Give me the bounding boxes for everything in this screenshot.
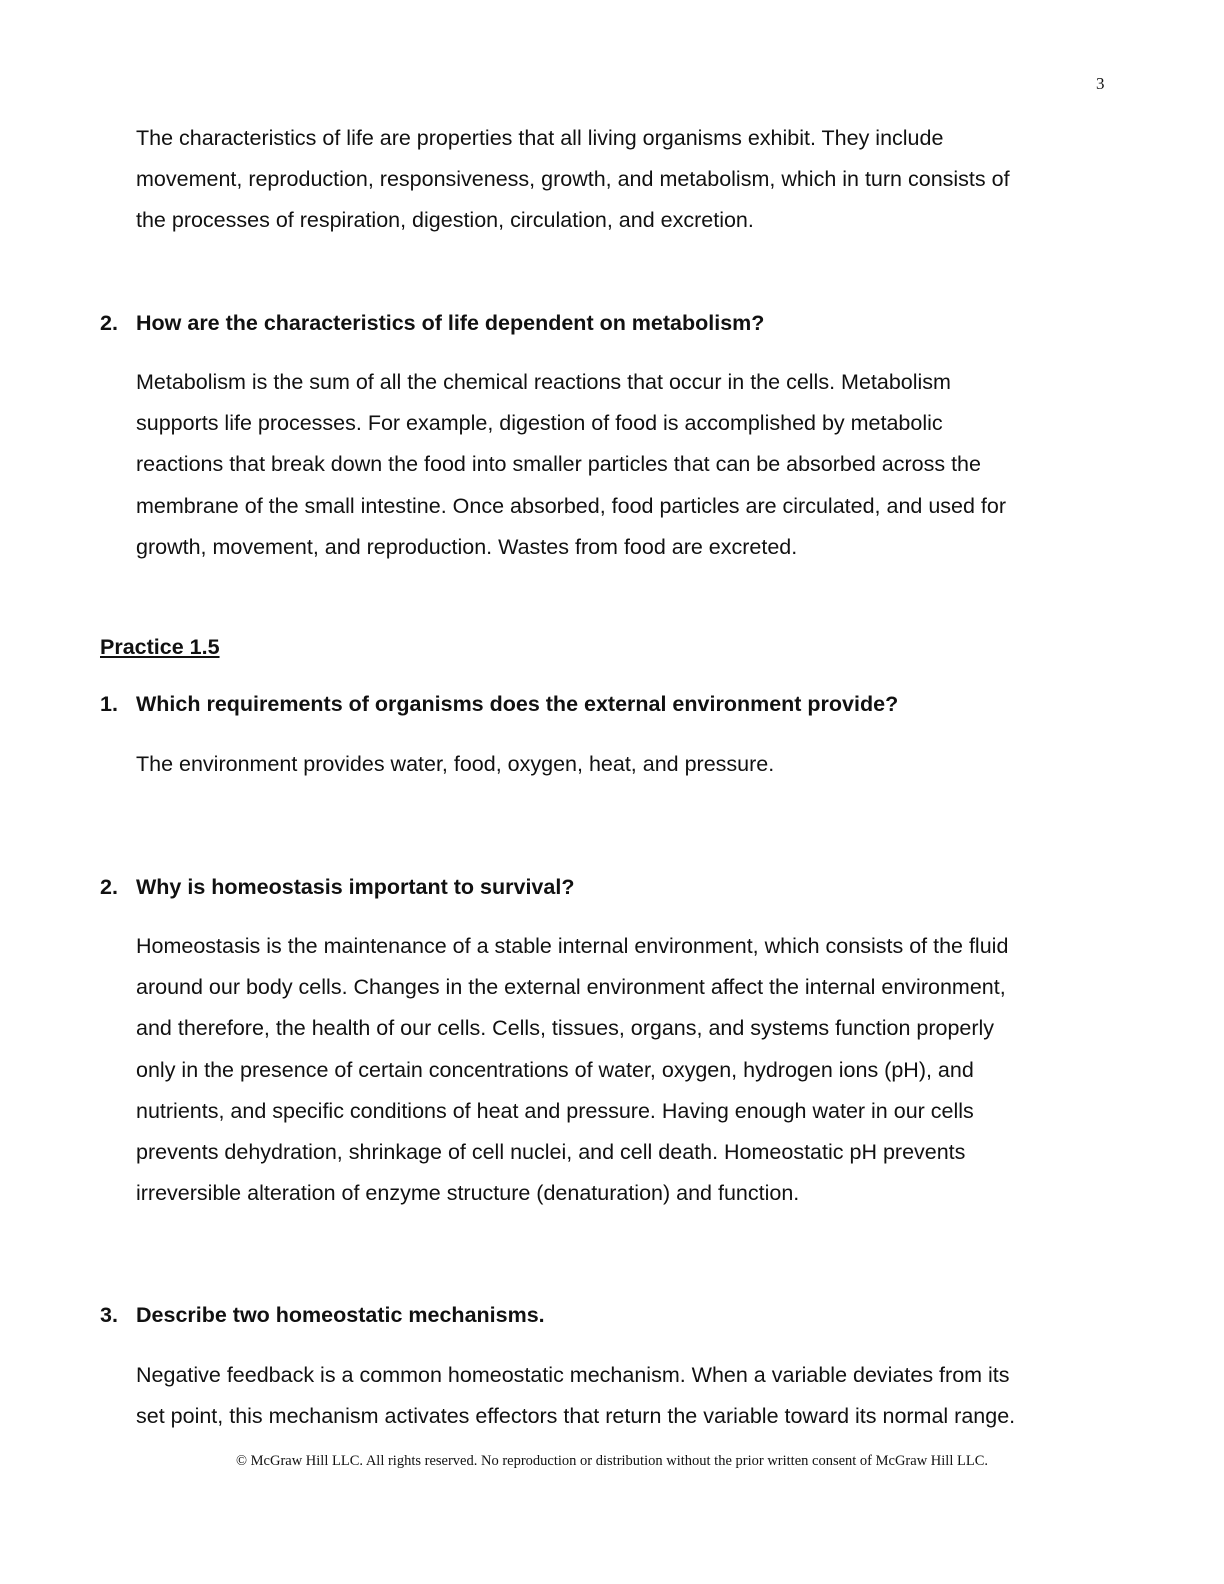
section-heading: Practice 1.5 [100,635,220,659]
intro-paragraph [136,118,1116,242]
text-line: only in the presence of certain concentrations of water, oxygen, hydrogen ions (pH), and [136,1057,974,1082]
text-line: The characteristics of life are properties that all living organisms exhibit. They include [136,126,944,150]
question-number: 2. [100,311,118,335]
text-line: supports life processes. For example, digestion of food is accomplished by metabolic [136,411,943,436]
question-number: 3. [100,1303,118,1327]
text-line: prevents dehydration, shrinkage of cell nuclei, and cell death. Homeostatic pH prevents [136,1140,966,1165]
question-mechanisms [100,1301,1120,1329]
text-line: Negative feedback is a common homeostatic mechanism. When a variable deviates from its [136,1363,1010,1387]
text-line: membrane of the small intestine. Once absorbed, food particles are circulated, and used for [136,493,1007,518]
text-line: reactions that break down the food into smaller particles that can be absorbed across the [136,452,981,477]
question-number: 2. [100,875,118,899]
question-number: 1. [100,692,118,716]
question-text: Describe two homeostatic mechanisms. [136,1303,545,1327]
text-line: growth, movement, and reproduction. Wastes from food are excreted. [136,534,798,559]
text-line: around our body cells. Changes in the external environment affect the internal environment, [136,975,1006,1000]
page-number: 3 [1096,74,1105,93]
text-line: the processes of respiration, digestion, circulation, and excretion. [136,208,754,233]
answer-environment [136,744,1116,785]
copyright-footer: © McGraw Hill LLC. All rights reserved. No reproduction or distribution without the prior written consent of McGraw Hill LLC. [236,1453,988,1469]
question-text: Why is homeostasis important to survival? [136,875,575,899]
question-metabolism [100,309,1120,337]
answer-metabolism [136,362,1116,568]
question-environment [100,690,1120,718]
text-line: movement, reproduction, responsiveness, growth, and metabolism, which in turn consists of [136,167,1010,192]
text-line: and therefore, the health of our cells. Cells, tissues, organs, and systems function properly [136,1016,995,1041]
question-text: Which requirements of organisms does the external environment provide? [136,692,899,716]
text-line: Homeostasis is the maintenance of a stable internal environment, which consists of the fluid [136,934,1009,958]
text-line: nutrients, and specific conditions of heat and pressure. Having enough water in our cells [136,1098,974,1123]
question-text: How are the characteristics of life dependent on metabolism? [136,311,765,335]
answer-mechanisms [136,1355,1116,1437]
text-line: The environment provides water, food, oxygen, heat, and pressure. [136,752,775,776]
text-line: Metabolism is the sum of all the chemical reactions that occur in the cells. Metabolism [136,370,951,394]
question-homeostasis [100,873,1120,901]
answer-homeostasis [136,926,1116,1214]
text-line: set point, this mechanism activates effectors that return the variable toward its normal range. [136,1404,1016,1429]
text-line: irreversible alteration of enzyme structure (denaturation) and function. [136,1181,800,1206]
